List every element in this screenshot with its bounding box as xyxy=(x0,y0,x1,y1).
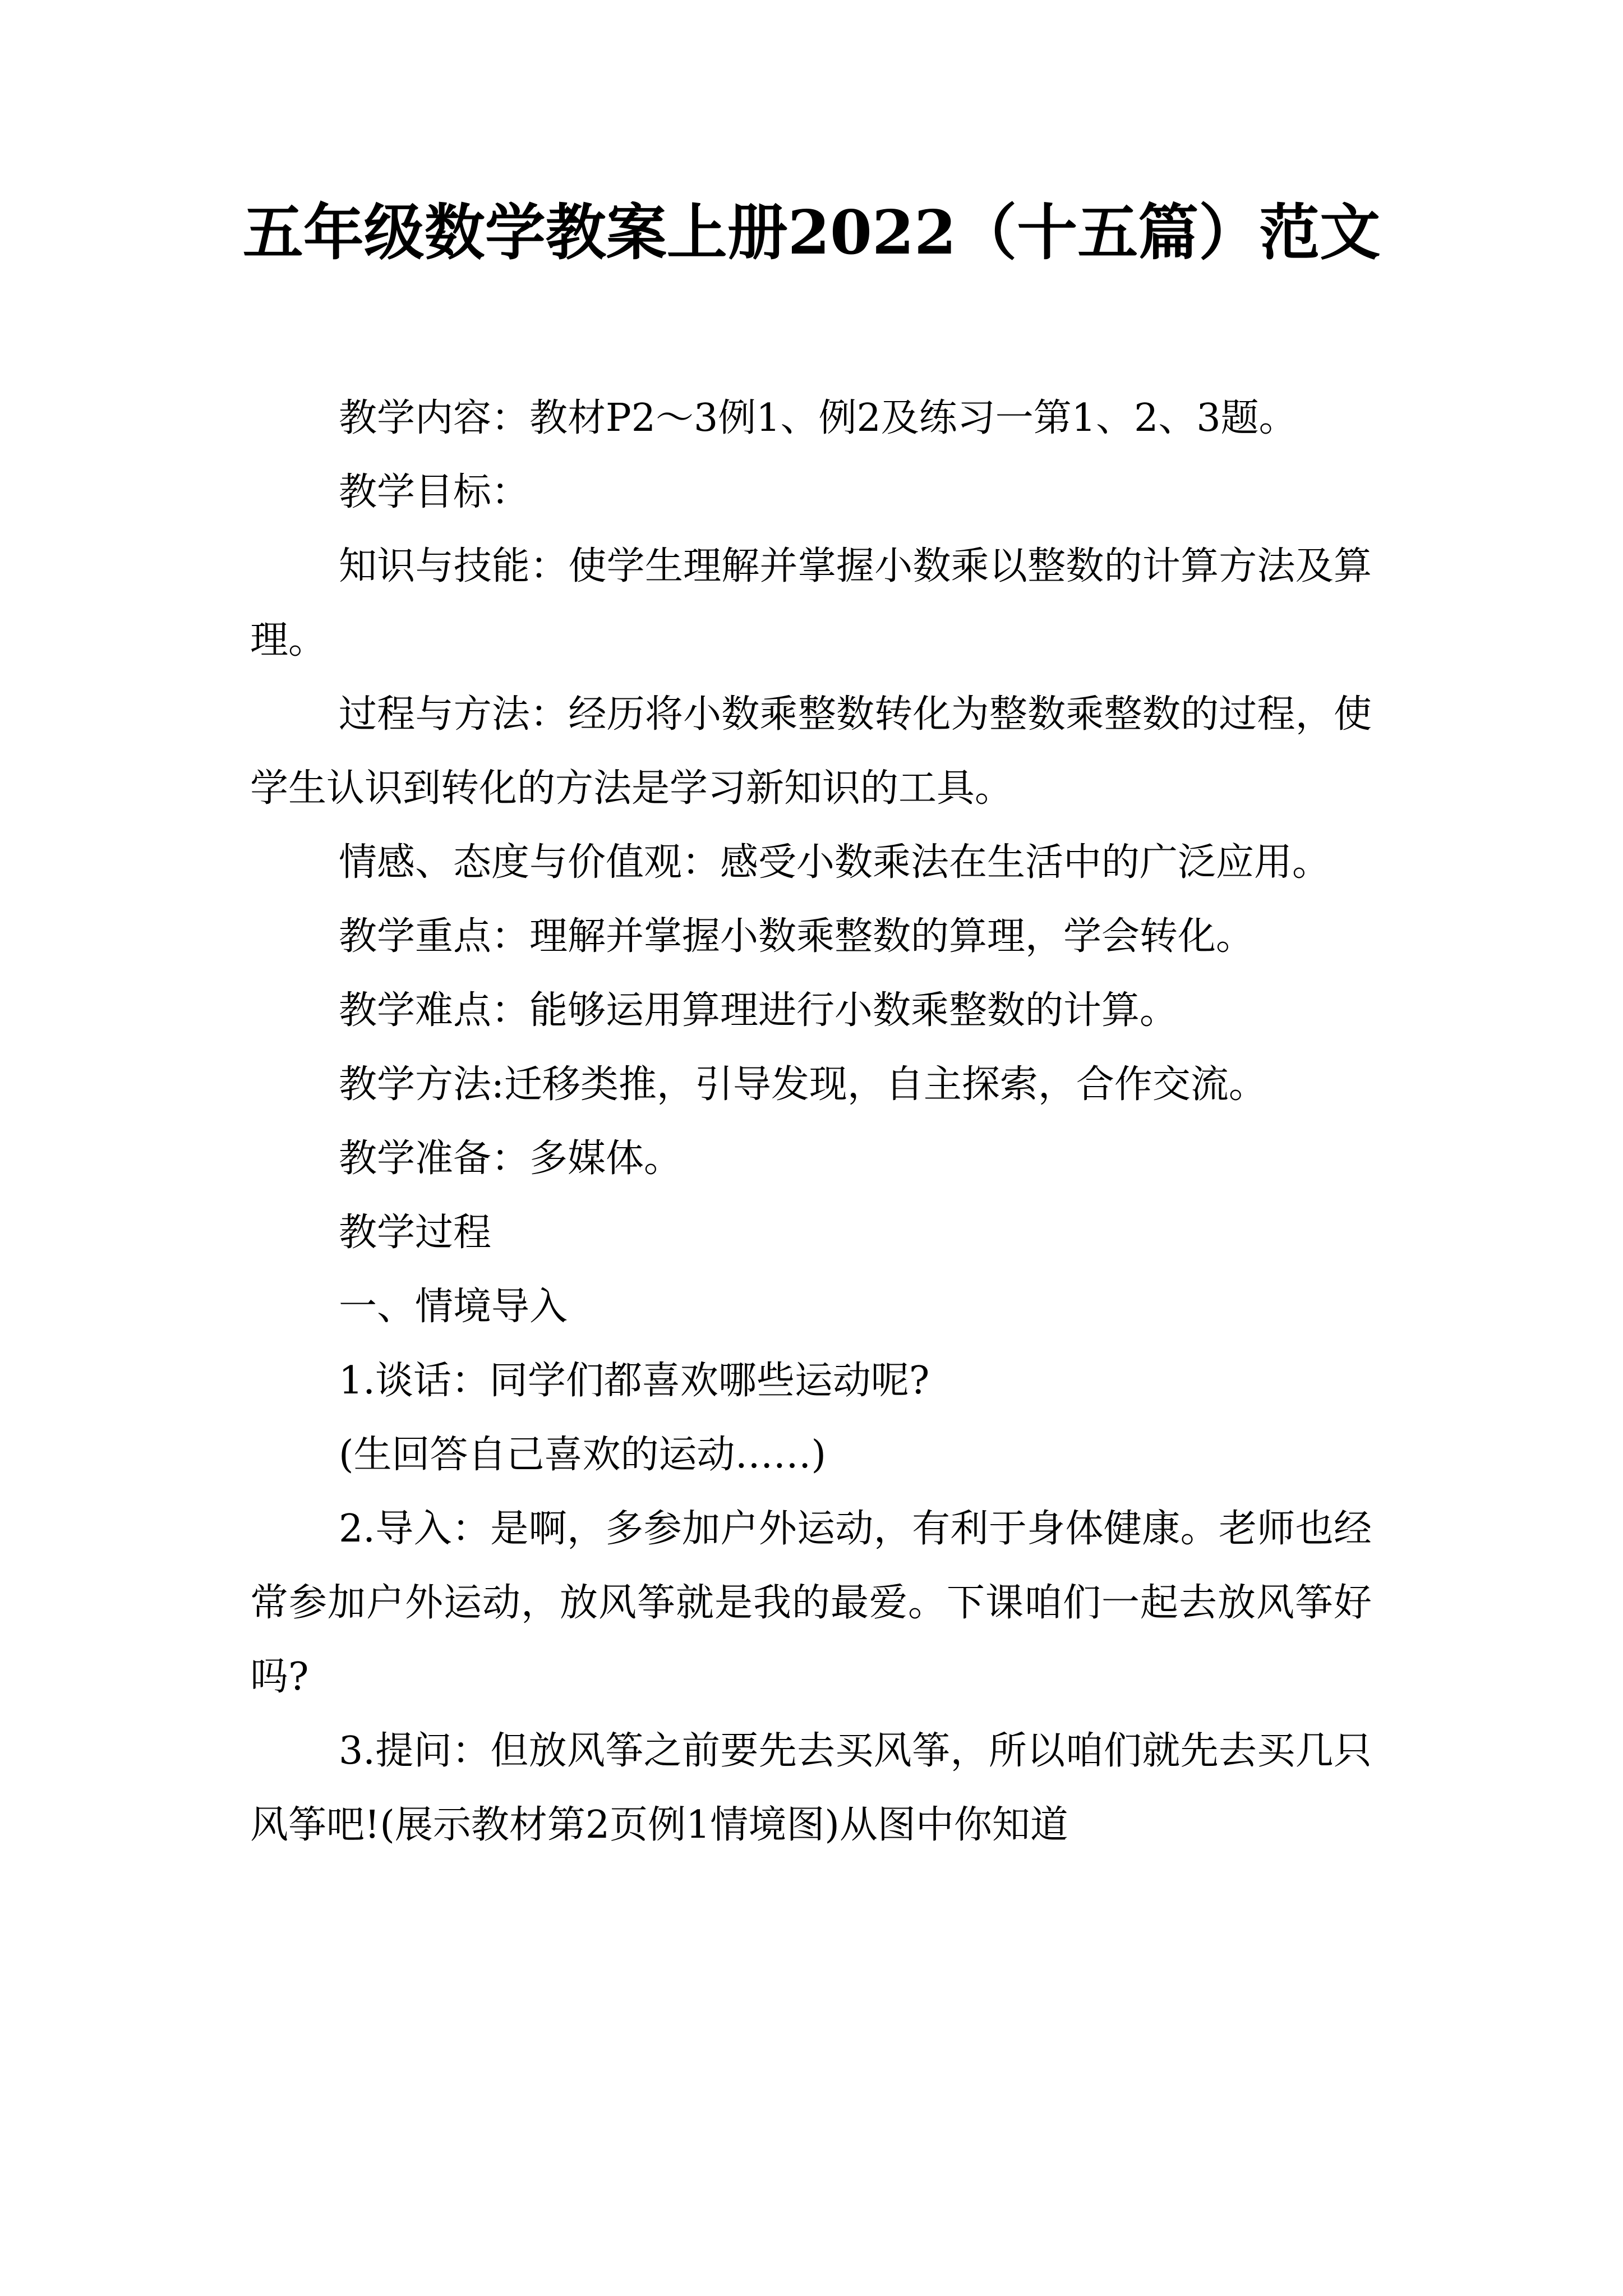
paragraph-preparation: 教学准备：多媒体。 xyxy=(339,1137,683,1181)
document-body xyxy=(250,381,1372,1862)
paragraph-difficult-point: 教学难点：能够运用算理进行小数乘整数的计算。 xyxy=(339,988,1178,1033)
paragraph-teaching-goals: 教学目标： xyxy=(339,470,530,514)
paragraph-key-point: 教学重点：理解并掌握小数乘整数的算理，学会转化。 xyxy=(339,914,1255,959)
paragraph-item-3: 3.提问：但放风筝之前要先去买风筝，所以咱们就先去买几只风筝吧!(展示教材第2页例1情境图)从图中你知道 xyxy=(250,1729,1372,1847)
paragraph-emotion-values: 情感、态度与价值观：感受小数乘法在生活中的广泛应用。 xyxy=(339,840,1331,885)
paragraph-section-one: 一、情境导入 xyxy=(339,1285,568,1329)
paragraph-process-method: 过程与方法：经历将小数乘整数转化为整数乘整数的过程，使学生认识到转化的方法是学习新知识的工具。 xyxy=(250,692,1372,811)
paragraph-item-1: 1.谈话：同学们都喜欢哪些运动呢? xyxy=(339,1359,930,1403)
paragraph-process-heading: 教学过程 xyxy=(339,1211,492,1255)
paragraph-student-answer: (生回答自己喜欢的运动……) xyxy=(339,1433,827,1477)
paragraph-teaching-content: 教学内容：教材P2～3例1、例2及练习一第1、2、3题。 xyxy=(339,396,1297,440)
paragraph-item-2: 2.导入：是啊，多参加户外运动，有利于身体健康。老师也经常参加户外运动，放风筝就是我的最爱。下课咱们一起去放风筝好吗? xyxy=(250,1507,1372,1699)
paragraph-knowledge-skills: 知识与技能：使学生理解并掌握小数乘以整数的计算方法及算理。 xyxy=(250,544,1372,662)
document-title: 五年级数学教案上册2022（十五篇）范文 xyxy=(242,197,1381,268)
paragraph-teaching-method: 教学方法:迁移类推，引导发现，自主探索，合作交流。 xyxy=(339,1062,1267,1107)
